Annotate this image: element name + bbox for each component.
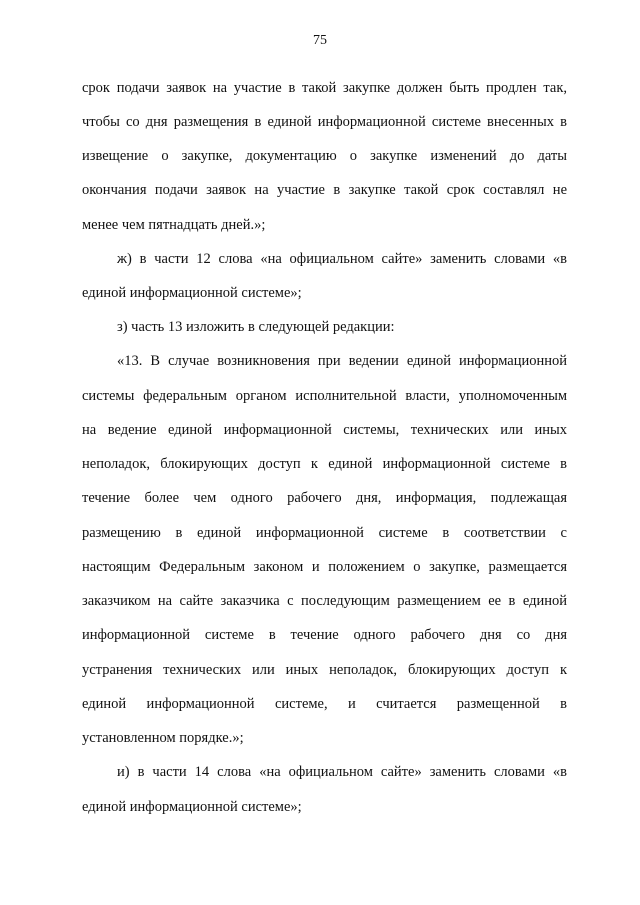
- text-line: извещение о закупке, документацию о закупке изменений до даты: [82, 148, 567, 164]
- text-line: ж) в части 12 слова «на официальном сайте» заменить словами «в: [117, 251, 567, 267]
- text-line: размещению в единой информационной системе в соответствии с: [82, 525, 567, 541]
- text-line: устранения технических или иных неполадок, блокирующих доступ к: [82, 662, 567, 678]
- text-line: чтобы со дня размещения в единой информационной системе внесенных в: [82, 114, 567, 130]
- text-line: единой информационной системе»;: [82, 285, 302, 301]
- text-line: менее чем пятнадцать дней.»;: [82, 217, 266, 233]
- text-line: на ведение единой информационной системы, технических или иных: [82, 422, 567, 438]
- text-line: «13. В случае возникновения при ведении единой информационной: [117, 353, 567, 369]
- text-line: заказчиком на сайте заказчика с последующим размещением ее в единой: [82, 593, 567, 609]
- text-line: единой информационной системе, и считается размещенной в: [82, 696, 567, 712]
- page-number: 75: [313, 33, 327, 48]
- text-line: единой информационной системе»;: [82, 799, 302, 815]
- text-line: системы федеральным органом исполнительной власти, уполномоченным: [82, 388, 567, 404]
- text-line: з) часть 13 изложить в следующей редакции:: [117, 319, 395, 335]
- text-line: неполадок, блокирующих доступ к единой информационной системе в: [82, 456, 567, 472]
- text-line: информационной системе в течение одного рабочего дня со дня: [82, 627, 567, 643]
- text-line: и) в части 14 слова «на официальном сайте» заменить словами «в: [117, 764, 567, 780]
- text-line: окончания подачи заявок на участие в закупке такой срок составлял не: [82, 182, 567, 198]
- text-line: срок подачи заявок на участие в такой закупке должен быть продлен так,: [82, 80, 567, 96]
- text-line: течение более чем одного рабочего дня, информация, подлежащая: [82, 490, 567, 506]
- text-line: настоящим Федеральным законом и положением о закупке, размещается: [82, 559, 567, 575]
- text-line: установленном порядке.»;: [82, 730, 244, 746]
